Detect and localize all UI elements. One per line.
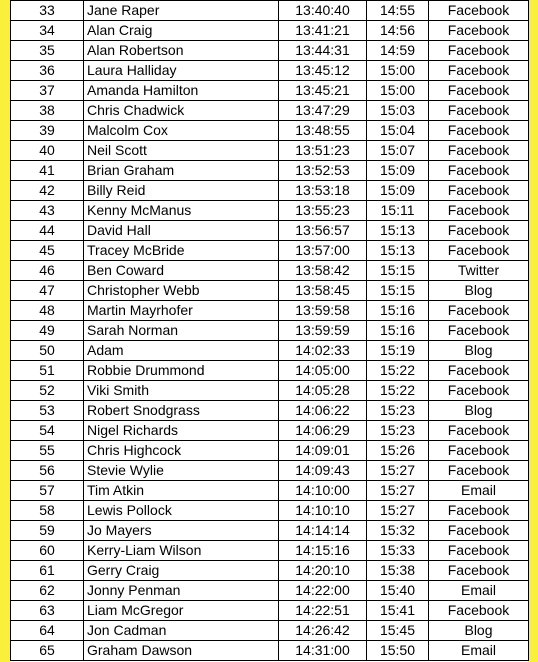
entry-estimate: 15:38 xyxy=(367,561,429,581)
entry-name: Jon Cadman xyxy=(84,621,279,641)
entry-time: 14:14:14 xyxy=(279,521,367,541)
entry-time: 14:10:10 xyxy=(279,501,367,521)
entry-number: 41 xyxy=(11,161,84,181)
entry-source: Email xyxy=(429,481,529,501)
entry-number: 58 xyxy=(11,501,84,521)
entry-estimate: 15:13 xyxy=(367,241,429,261)
entry-name: Graham Dawson xyxy=(84,641,279,661)
entry-estimate: 15:26 xyxy=(367,441,429,461)
entry-source: Blog xyxy=(429,621,529,641)
entry-name: Robert Snodgrass xyxy=(84,401,279,421)
entry-time: 14:06:22 xyxy=(279,401,367,421)
entry-name: Gerry Craig xyxy=(84,561,279,581)
entry-number: 62 xyxy=(11,581,84,601)
entry-number: 43 xyxy=(11,201,84,221)
entry-estimate: 15:15 xyxy=(367,261,429,281)
entry-time: 13:58:42 xyxy=(279,261,367,281)
entry-number: 48 xyxy=(11,301,84,321)
entry-estimate: 15:33 xyxy=(367,541,429,561)
entry-number: 63 xyxy=(11,601,84,621)
table-row xyxy=(11,601,529,621)
table-row xyxy=(11,421,529,441)
entry-time: 14:09:01 xyxy=(279,441,367,461)
entry-number: 54 xyxy=(11,421,84,441)
entry-source: Facebook xyxy=(429,41,529,61)
entry-name: Chris Chadwick xyxy=(84,101,279,121)
entry-name: Ben Coward xyxy=(84,261,279,281)
entry-estimate: 14:59 xyxy=(367,41,429,61)
entry-source: Facebook xyxy=(429,361,529,381)
entry-name: Neil Scott xyxy=(84,141,279,161)
entry-source: Facebook xyxy=(429,421,529,441)
entry-number: 35 xyxy=(11,41,84,61)
entry-time: 13:48:55 xyxy=(279,121,367,141)
entry-estimate: 15:27 xyxy=(367,481,429,501)
table-row xyxy=(11,541,529,561)
table-row xyxy=(11,361,529,381)
entry-estimate: 15:23 xyxy=(367,401,429,421)
entry-name: Alan Robertson xyxy=(84,41,279,61)
table-row xyxy=(11,341,529,361)
table-row xyxy=(11,401,529,421)
entry-time: 13:45:21 xyxy=(279,81,367,101)
entry-number: 60 xyxy=(11,541,84,561)
entry-estimate: 15:15 xyxy=(367,281,429,301)
entry-name: Malcolm Cox xyxy=(84,121,279,141)
entry-number: 44 xyxy=(11,221,84,241)
entry-name: Martin Mayrhofer xyxy=(84,301,279,321)
table-row xyxy=(11,481,529,501)
entry-estimate: 15:11 xyxy=(367,201,429,221)
entry-time: 13:47:29 xyxy=(279,101,367,121)
table-row xyxy=(11,121,529,141)
entry-time: 14:09:43 xyxy=(279,461,367,481)
right-yellow-border xyxy=(528,0,538,662)
entry-estimate: 15:07 xyxy=(367,141,429,161)
entry-estimate: 15:19 xyxy=(367,341,429,361)
entry-source: Facebook xyxy=(429,221,529,241)
entries-table-body xyxy=(11,1,529,661)
entry-estimate: 15:27 xyxy=(367,461,429,481)
entry-number: 39 xyxy=(11,121,84,141)
entry-time: 13:59:58 xyxy=(279,301,367,321)
entry-number: 52 xyxy=(11,381,84,401)
entry-estimate: 15:23 xyxy=(367,421,429,441)
entry-source: Facebook xyxy=(429,181,529,201)
table-row xyxy=(11,201,529,221)
entry-number: 40 xyxy=(11,141,84,161)
entry-source: Facebook xyxy=(429,521,529,541)
entry-name: Chris Highcock xyxy=(84,441,279,461)
table-row xyxy=(11,621,529,641)
entry-estimate: 14:56 xyxy=(367,21,429,41)
entry-time: 13:40:40 xyxy=(279,1,367,21)
entry-time: 13:58:45 xyxy=(279,281,367,301)
table-row xyxy=(11,141,529,161)
entry-name: Kenny McManus xyxy=(84,201,279,221)
entry-number: 42 xyxy=(11,181,84,201)
entry-time: 13:57:00 xyxy=(279,241,367,261)
entry-estimate: 15:27 xyxy=(367,501,429,521)
entry-source: Blog xyxy=(429,341,529,361)
entry-name: Robbie Drummond xyxy=(84,361,279,381)
table-row xyxy=(11,181,529,201)
table-row xyxy=(11,21,529,41)
entry-estimate: 15:45 xyxy=(367,621,429,641)
entry-source: Facebook xyxy=(429,61,529,81)
entry-time: 14:06:29 xyxy=(279,421,367,441)
entry-name: Lewis Pollock xyxy=(84,501,279,521)
entry-estimate: 15:16 xyxy=(367,301,429,321)
table-row xyxy=(11,321,529,341)
entry-time: 14:10:00 xyxy=(279,481,367,501)
entry-estimate: 15:16 xyxy=(367,321,429,341)
entry-source: Facebook xyxy=(429,381,529,401)
entry-number: 34 xyxy=(11,21,84,41)
table-row xyxy=(11,501,529,521)
entry-number: 47 xyxy=(11,281,84,301)
entry-time: 14:05:28 xyxy=(279,381,367,401)
entry-name: Sarah Norman xyxy=(84,321,279,341)
entry-estimate: 15:22 xyxy=(367,381,429,401)
entry-source: Facebook xyxy=(429,141,529,161)
entry-number: 65 xyxy=(11,641,84,661)
entry-time: 13:41:21 xyxy=(279,21,367,41)
entry-source: Facebook xyxy=(429,21,529,41)
entry-time: 14:05:00 xyxy=(279,361,367,381)
entry-time: 14:15:16 xyxy=(279,541,367,561)
entry-time: 14:20:10 xyxy=(279,561,367,581)
entry-name: Nigel Richards xyxy=(84,421,279,441)
entry-number: 57 xyxy=(11,481,84,501)
entry-estimate: 15:13 xyxy=(367,221,429,241)
entry-time: 14:31:00 xyxy=(279,641,367,661)
entry-source: Blog xyxy=(429,401,529,421)
entry-estimate: 15:41 xyxy=(367,601,429,621)
table-row xyxy=(11,281,529,301)
entry-time: 13:56:57 xyxy=(279,221,367,241)
entry-time: 13:51:23 xyxy=(279,141,367,161)
entry-time: 13:55:23 xyxy=(279,201,367,221)
table-row xyxy=(11,521,529,541)
entry-source: Facebook xyxy=(429,201,529,221)
entry-source: Twitter xyxy=(429,261,529,281)
entry-source: Email xyxy=(429,641,529,661)
entry-number: 33 xyxy=(11,1,84,21)
table-row xyxy=(11,81,529,101)
entry-estimate: 15:50 xyxy=(367,641,429,661)
entry-source: Facebook xyxy=(429,441,529,461)
entry-estimate: 15:00 xyxy=(367,81,429,101)
entry-number: 49 xyxy=(11,321,84,341)
entry-number: 59 xyxy=(11,521,84,541)
table-row xyxy=(11,561,529,581)
entry-source: Facebook xyxy=(429,101,529,121)
entries-table xyxy=(10,0,529,661)
table-row xyxy=(11,261,529,281)
entry-estimate: 15:04 xyxy=(367,121,429,141)
table-row xyxy=(11,241,529,261)
entry-number: 45 xyxy=(11,241,84,261)
entry-estimate: 15:00 xyxy=(367,61,429,81)
entry-time: 13:59:59 xyxy=(279,321,367,341)
entry-number: 38 xyxy=(11,101,84,121)
entry-name: Jane Raper xyxy=(84,1,279,21)
entry-estimate: 15:09 xyxy=(367,161,429,181)
table-row xyxy=(11,641,529,661)
entry-time: 13:53:18 xyxy=(279,181,367,201)
entry-number: 50 xyxy=(11,341,84,361)
entry-estimate: 15:40 xyxy=(367,581,429,601)
table-row xyxy=(11,221,529,241)
entry-name: Kerry-Liam Wilson xyxy=(84,541,279,561)
entry-source: Facebook xyxy=(429,541,529,561)
entry-time: 14:26:42 xyxy=(279,621,367,641)
entry-number: 46 xyxy=(11,261,84,281)
entry-name: Jo Mayers xyxy=(84,521,279,541)
entry-number: 53 xyxy=(11,401,84,421)
entry-time: 13:52:53 xyxy=(279,161,367,181)
entry-name: David Hall xyxy=(84,221,279,241)
entry-source: Facebook xyxy=(429,241,529,261)
entry-source: Facebook xyxy=(429,461,529,481)
entry-source: Blog xyxy=(429,281,529,301)
entry-name: Billy Reid xyxy=(84,181,279,201)
entry-name: Tracey McBride xyxy=(84,241,279,261)
table-row xyxy=(11,101,529,121)
entry-source: Facebook xyxy=(429,321,529,341)
entry-number: 55 xyxy=(11,441,84,461)
table-row xyxy=(11,581,529,601)
entry-name: Amanda Hamilton xyxy=(84,81,279,101)
table-row xyxy=(11,1,529,21)
entry-source: Facebook xyxy=(429,601,529,621)
entry-source: Facebook xyxy=(429,1,529,21)
entry-estimate: 15:09 xyxy=(367,181,429,201)
entry-time: 13:44:31 xyxy=(279,41,367,61)
entry-name: Tim Atkin xyxy=(84,481,279,501)
entry-source: Facebook xyxy=(429,301,529,321)
entry-source: Facebook xyxy=(429,561,529,581)
entry-source: Email xyxy=(429,581,529,601)
entry-name: Adam xyxy=(84,341,279,361)
entry-time: 13:45:12 xyxy=(279,61,367,81)
table-row xyxy=(11,301,529,321)
entry-name: Alan Craig xyxy=(84,21,279,41)
entry-name: Brian Graham xyxy=(84,161,279,181)
entry-time: 14:22:00 xyxy=(279,581,367,601)
entry-source: Facebook xyxy=(429,161,529,181)
entry-number: 64 xyxy=(11,621,84,641)
table-row xyxy=(11,461,529,481)
entry-time: 14:02:33 xyxy=(279,341,367,361)
table-row xyxy=(11,41,529,61)
table-row xyxy=(11,161,529,181)
entry-name: Liam McGregor xyxy=(84,601,279,621)
entry-name: Jonny Penman xyxy=(84,581,279,601)
entry-name: Viki Smith xyxy=(84,381,279,401)
entry-source: Facebook xyxy=(429,81,529,101)
entry-number: 36 xyxy=(11,61,84,81)
entry-number: 37 xyxy=(11,81,84,101)
left-yellow-border xyxy=(0,0,10,662)
table-row xyxy=(11,61,529,81)
table-row xyxy=(11,381,529,401)
entry-number: 61 xyxy=(11,561,84,581)
entry-estimate: 15:32 xyxy=(367,521,429,541)
entry-source: Facebook xyxy=(429,501,529,521)
entry-time: 14:22:51 xyxy=(279,601,367,621)
entry-name: Laura Halliday xyxy=(84,61,279,81)
entry-name: Christopher Webb xyxy=(84,281,279,301)
entry-estimate: 15:03 xyxy=(367,101,429,121)
entry-estimate: 15:22 xyxy=(367,361,429,381)
entry-source: Facebook xyxy=(429,121,529,141)
entry-name: Stevie Wylie xyxy=(84,461,279,481)
table-row xyxy=(11,441,529,461)
entry-estimate: 14:55 xyxy=(367,1,429,21)
entry-number: 56 xyxy=(11,461,84,481)
entry-number: 51 xyxy=(11,361,84,381)
